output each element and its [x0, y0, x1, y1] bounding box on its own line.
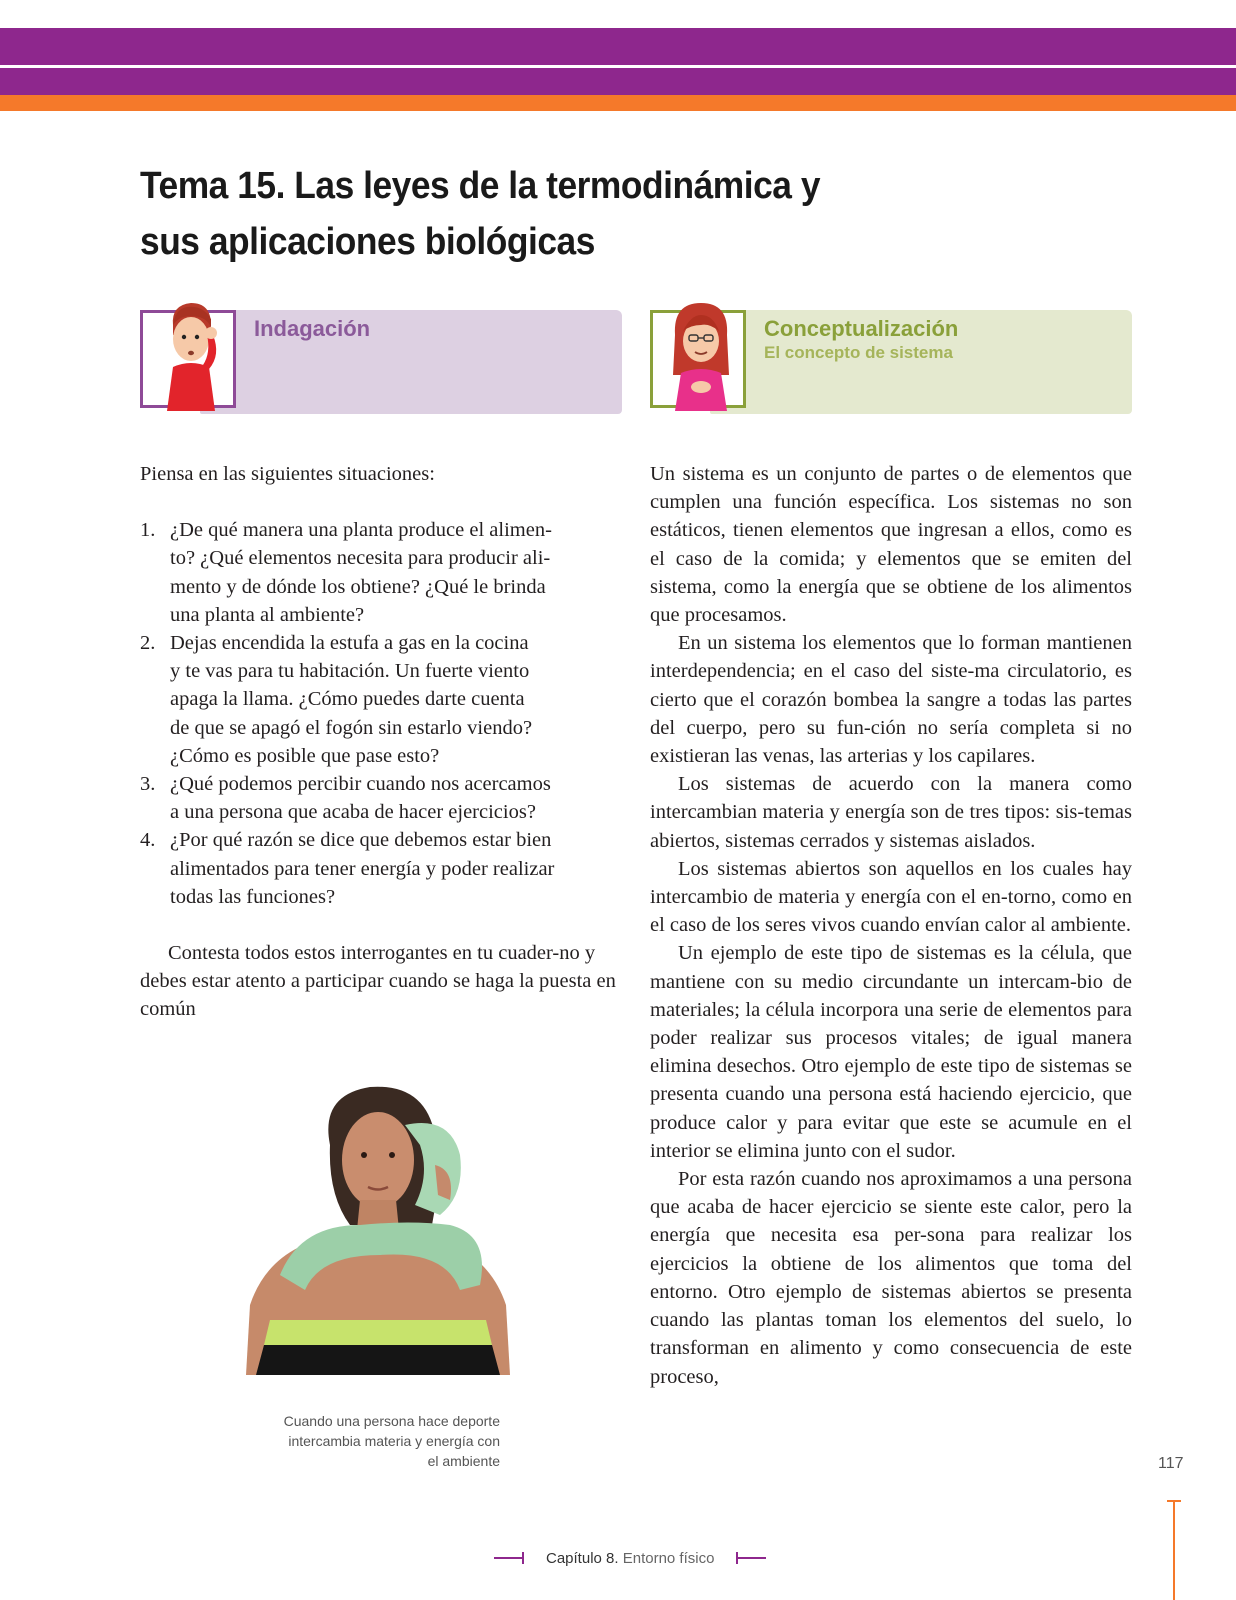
footer-chapter: Capítulo 8. [546, 1549, 619, 1567]
boy-character-frame [140, 310, 236, 408]
footer-left-ornament [494, 1552, 524, 1564]
left-intro: Piensa en las siguientes situaciones: [140, 463, 435, 485]
page-title-line-1: Tema 15. Las leyes de la termodinámica y [140, 165, 821, 207]
left-column [140, 460, 625, 1024]
question-number: 2. [140, 632, 156, 655]
question-line: alimentados para tener energía y poder realizar [170, 857, 555, 880]
teacher-girl-icon [661, 295, 741, 411]
questions-list [140, 516, 625, 911]
page-title-line-2: sus aplicaciones biológicas [140, 221, 595, 263]
footer-text [546, 1550, 714, 1567]
photo-caption-line: Cuando una persona hace deporte [283, 1413, 500, 1429]
indagacion-banner [140, 310, 622, 414]
question-line: a una persona que acaba de hacer ejercicios? [170, 801, 536, 824]
conceptualizacion-subheading: El concepto de sistema [764, 343, 953, 362]
body-paragraph: Por esta razón cuando nos aproximamos a una persona que acaba de hacer ejercicio se siente este calor, pero la energía que necesita esa per-sona para realizar los ejercicios la obtiene de los alimentos que toma del entorno. Otro ejemplo de sistemas abiertos se presenta cuando las plantas toman los elementos del suelo, lo transforman en alimento y como consecuencia de este proceso, [650, 1168, 1132, 1388]
footer-right-ornament [736, 1552, 766, 1564]
conceptualizacion-heading: Conceptualización [764, 316, 959, 341]
top-purple-band-lower [0, 68, 1236, 95]
girl-character-frame [650, 310, 746, 408]
question-item [140, 770, 625, 826]
body-paragraph: Los sistemas abiertos son aquellos en los cuales hay intercambio de materia y energía con el en-torno, como en el caso de los seres vivos cuando envían calor al ambiente. [650, 857, 1132, 937]
right-column [650, 460, 1132, 1391]
question-line: ¿Por qué razón se dice que debemos estar bien [170, 829, 552, 852]
footer-inner [494, 1546, 766, 1570]
conceptualizacion-banner [650, 310, 1132, 414]
woman-with-towel-photo [210, 1075, 540, 1375]
question-number: 1. [140, 519, 156, 542]
page-number: 117 [1158, 1455, 1184, 1472]
question-line: apaga la llama. ¿Cómo puedes darte cuenta [170, 688, 525, 711]
top-purple-band [0, 28, 1236, 65]
question-line: todas las funciones? [170, 885, 336, 908]
body-paragraph: Un ejemplo de este tipo de sistemas es la célula, que mantiene con su medio circundante un intercam-bio de materiales; la célula incorpora una serie de elementos para poder realizar sus procesos vitales; de igual manera elimina desechos. Otro ejemplo de este tipo de sistemas se presenta cuando una persona está haciendo ejercicio, que produce calor y para evitar que este se acumule en el interior se elimina junto con el sudor. [650, 942, 1132, 1162]
question-number: 4. [140, 829, 156, 852]
page-footer [0, 1546, 1236, 1570]
footer-chapter-name: Entorno físico [622, 1549, 715, 1567]
question-number: 3. [140, 773, 156, 796]
question-line: ¿Qué podemos percibir cuando nos acercamos [170, 773, 551, 796]
question-line: mento y de dónde los obtiene? ¿Qué le brinda [170, 575, 546, 598]
question-line: una planta al ambiente? [170, 603, 365, 626]
question-item [140, 516, 625, 629]
photo-caption-line: intercambia materia y energía con [288, 1433, 500, 1449]
left-closing-paragraph: Contesta todos estos interrogantes en tu cuader-no y debes estar atento a participar cuando se haga la puesta en común [140, 942, 616, 1021]
question-line: ¿Cómo es posible que pase esto? [170, 744, 440, 767]
photo-caption-line: el ambiente [427, 1453, 500, 1469]
question-item [140, 629, 625, 770]
question-line: ¿De qué manera una planta produce el alimen- [170, 519, 552, 542]
question-item [140, 826, 625, 911]
question-line: de que se apagó el fogón sin estarlo viendo? [170, 716, 533, 739]
indagacion-heading: Indagación [254, 316, 371, 341]
question-line: Dejas encendida la estufa a gas en la cocina [170, 632, 529, 655]
top-orange-band [0, 95, 1236, 111]
photo-caption [240, 1411, 500, 1471]
page-title [140, 158, 884, 270]
body-paragraph: Un sistema es un conjunto de partes o de elementos que cumplen una función específica. Los sistemas no son estáticos, tienen elementos que ingresan a ellos, como es el caso de la comida; y elementos que se emiten del sistema, como la energía que se obtiene de los alimentos que procesamos. [650, 463, 1132, 627]
body-paragraph: En un sistema los elementos que lo forman mantienen interdependencia; en el caso del siste-ma circulatorio, es cierto que el corazón bombea la sangre a todas las partes del cuerpo, pero su fun-ción no sería completa si no existieran las venas, las arterias y los capilares. [650, 632, 1132, 768]
question-line: y te vas para tu habitación. Un fuerte viento [170, 660, 530, 683]
thinking-boy-icon [151, 295, 231, 411]
body-paragraph: Los sistemas de acuerdo con la manera como intercambian materia y energía son de tres tipos: sis-temas abiertos, sistemas cerrados y sistemas aislados. [650, 773, 1132, 852]
question-line: to? ¿Qué elementos necesita para producir ali- [170, 547, 551, 570]
